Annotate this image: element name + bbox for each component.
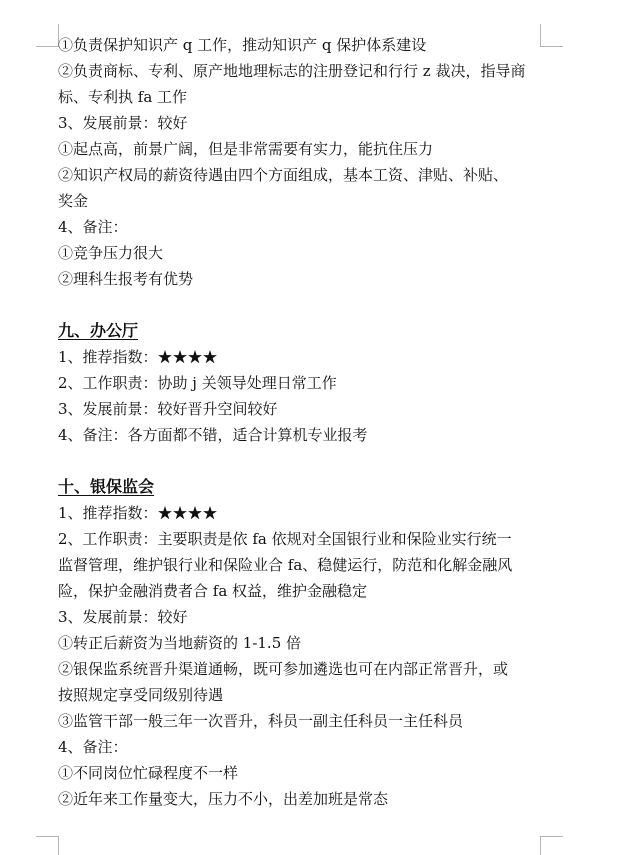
page-corner-mark-bottom-left [36, 836, 59, 855]
paragraph-spacer [58, 448, 546, 474]
prospect-item-cont: 奖金 [58, 192, 89, 210]
duty-text: 2、工作职责：协助 j 关领导处理日常工作 [58, 374, 337, 392]
prospect-label: 3、发展前景：较好 [58, 608, 188, 626]
document-page [58, 32, 546, 812]
prospect-item: ③监管干部一般三年一次晋升，科员一副主任科员一主任科员 [58, 712, 464, 730]
duty-text-cont: 监督管理，维护银行业和保险业合 fa、稳健运行，防范和化解金融风 [58, 556, 513, 574]
rating-label: 1、推荐指数： [58, 348, 158, 366]
paragraph-spacer [58, 292, 546, 318]
page-corner-mark-bottom-right [540, 836, 563, 855]
prospect-text: 3、发展前景：较好晋升空间较好 [58, 400, 278, 418]
star-rating-icon: ★★★★ [157, 348, 218, 366]
duty-item: ①负责保护知识产 q 工作，推动知识产 q 保护体系建设 [58, 36, 427, 54]
notes-label: 4、备注： [58, 218, 128, 236]
note-item: ②近年来工作量变大，压力不小，出差加班是常态 [58, 790, 389, 808]
prospect-item: ①起点高，前景广阔，但是非常需要有实力，能抗住压力 [58, 140, 434, 158]
rating-row [58, 344, 546, 370]
note-item: ②理科生报考有优势 [58, 270, 194, 288]
section-heading-office: 九、办公厅 [58, 321, 139, 340]
duty-item-cont: 标、专利执 fa 工作 [58, 88, 188, 106]
star-rating-icon: ★★★★ [157, 504, 218, 522]
notes-label: 4、备注： [58, 738, 128, 756]
note-item: ①不同岗位忙碌程度不一样 [58, 764, 239, 782]
prospect-item: ②银保监系统晋升渠道通畅，既可参加遴选也可在内部正常晋升，或 [58, 660, 509, 678]
duty-item: ②负责商标、专利、原产地地理标志的注册登记和行行 z 裁决，指导商 [58, 62, 526, 80]
duty-text: 2、工作职责：主要职责是依 fa 依规对全国银行业和保险业实行统一 [58, 530, 512, 548]
section-heading-cbirc: 十、银保监会 [58, 477, 155, 496]
rating-label: 1、推荐指数： [58, 504, 158, 522]
prospect-label: 3、发展前景：较好 [58, 114, 188, 132]
duty-text-cont: 险，保护金融消费者合 fa 权益，维护金融稳定 [58, 582, 368, 600]
rating-row [58, 500, 546, 526]
prospect-item-cont: 按照规定享受同级别待遇 [58, 686, 224, 704]
prospect-item: ②知识产权局的薪资待遇由四个方面组成，基本工资、津贴、补贴、 [58, 166, 509, 184]
page-corner-mark-top-left [36, 24, 59, 47]
note-text: 4、备注：各方面都不错，适合计算机专业报考 [58, 426, 368, 444]
prospect-item: ①转正后薪资为当地薪资的 1-1.5 倍 [58, 634, 302, 652]
note-item: ①竞争压力很大 [58, 244, 164, 262]
